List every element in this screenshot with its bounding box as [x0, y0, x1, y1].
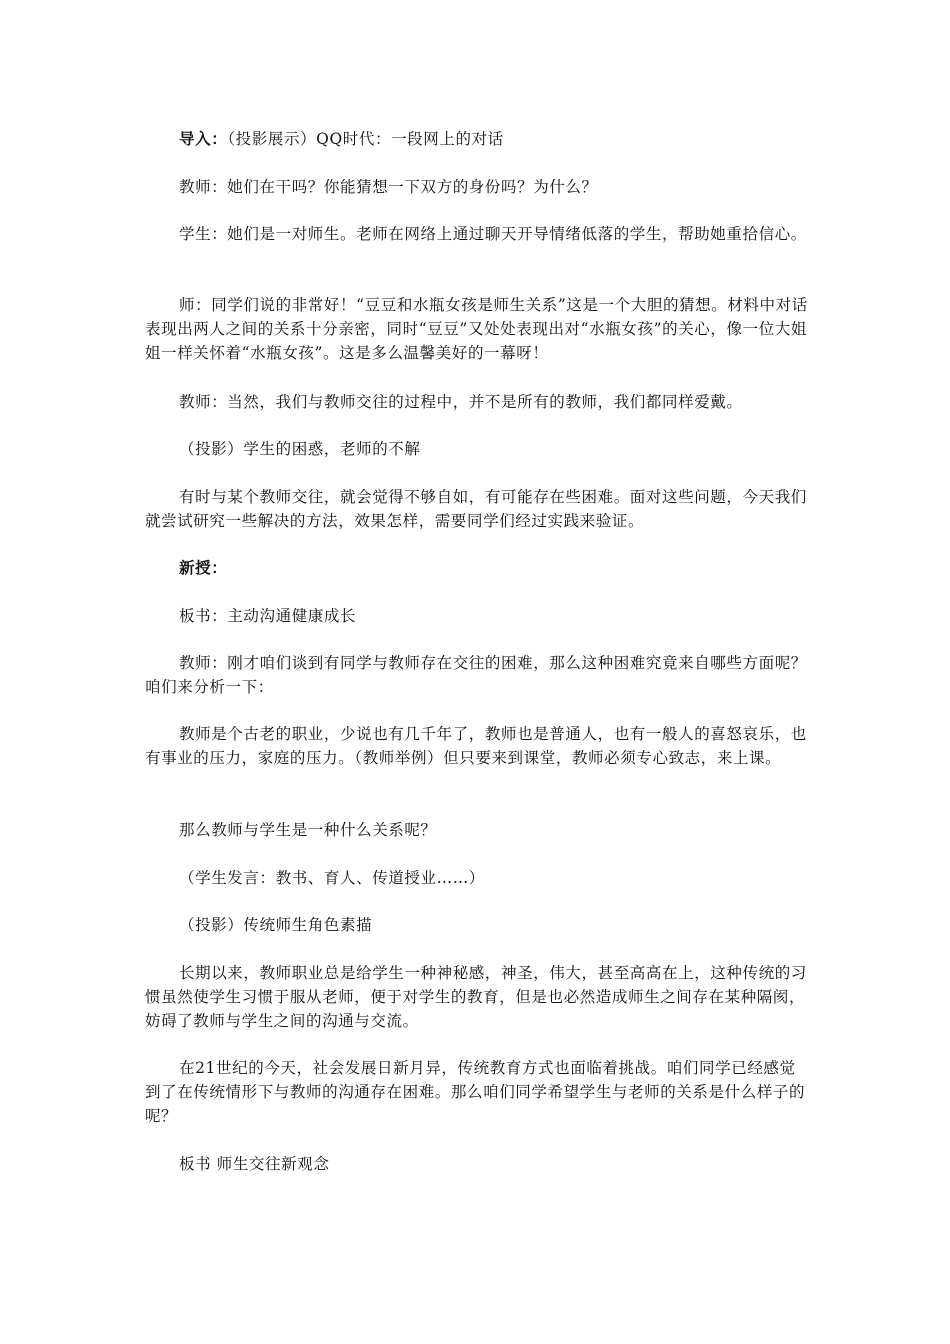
intro-text: （投影展示）QQ时代：一段网上的对话	[227, 130, 504, 148]
paragraph-student-speech: （学生发言：教书、育人、传道授业……）	[179, 869, 485, 887]
paragraph-projection-1: （投影）学生的困惑，老师的不解	[179, 440, 421, 458]
paragraph-student-answer: 学生：她们是一对师生。老师在网络上通过聊天开导情绪低落的学生，帮助她重拾信心。	[179, 225, 807, 243]
paragraph-relationship-question: 那么教师与学生是一种什么关系呢？	[179, 821, 437, 839]
new-section-label: 新授：	[179, 558, 228, 577]
paragraph-board-1: 板书：主动沟通健康成长	[179, 607, 357, 625]
paragraph-teacher-note: 教师：当然，我们与教师交往的过程中，并不是所有的教师，我们都同样爱戴。	[179, 393, 743, 411]
paragraph-teacher-profession: 教师是个古老的职业，少说也有几千年了，教师也是普通人，也有一般人的喜怒哀乐，也有事业的压力，家庭的压力。（教师举例）但只要来到课堂，教师必须专心致志，来上课。	[145, 725, 807, 767]
paragraph-tradition: 长期以来，教师职业总是给学生一种神秘感，神圣，伟大，甚至高高在上，这种传统的习惯虽然使学生习惯于服从老师，便于对学生的教育，但是也必然造成师生之间存在某种隔阂，妨碍了教师与学生之间的沟通与交流。	[145, 964, 807, 1030]
paragraph-board-2: 板书 师生交往新观念	[179, 1155, 330, 1173]
paragraph-teacher-praise: 师：同学们说的非常好！“豆豆和水瓶女孩是师生关系”这是一个大胆的猜想。材料中对话表现出两人之间的关系十分亲密，同时“豆豆”又处处表现出对“水瓶女孩”的关心，像一位大姐姐一样关怀着“水瓶女孩”。这是多么温馨美好的一幕呀！	[145, 296, 808, 362]
paragraph-teacher-question: 教师：她们在干吗？你能猜想一下双方的身份吗？为什么？	[179, 178, 598, 196]
intro-label: 导入：	[179, 129, 228, 148]
paragraph-analysis: 教师：刚才咱们谈到有同学与教师存在交往的困难，那么这种困难究竟来自哪些方面呢？咱们来分析一下：	[145, 654, 807, 696]
intro-paragraph	[145, 127, 810, 151]
paragraph-21st-century: 在21世纪的今天，社会发展日新月异，传统教育方式也面临着挑战。咱们同学已经感觉到了在传统情形下与教师的沟通存在困难。那么咱们同学希望学生与老师的关系是什么样子的呢？	[145, 1059, 806, 1125]
paragraph-difficulty: 有时与某个教师交往，就会觉得不够自如，有可能存在些困难。面对这些问题，今天我们就尝试研究一些解决的方法，效果怎样，需要同学们经过实践来验证。	[145, 488, 807, 530]
paragraph-projection-2: （投影）传统师生角色素描	[179, 916, 373, 934]
